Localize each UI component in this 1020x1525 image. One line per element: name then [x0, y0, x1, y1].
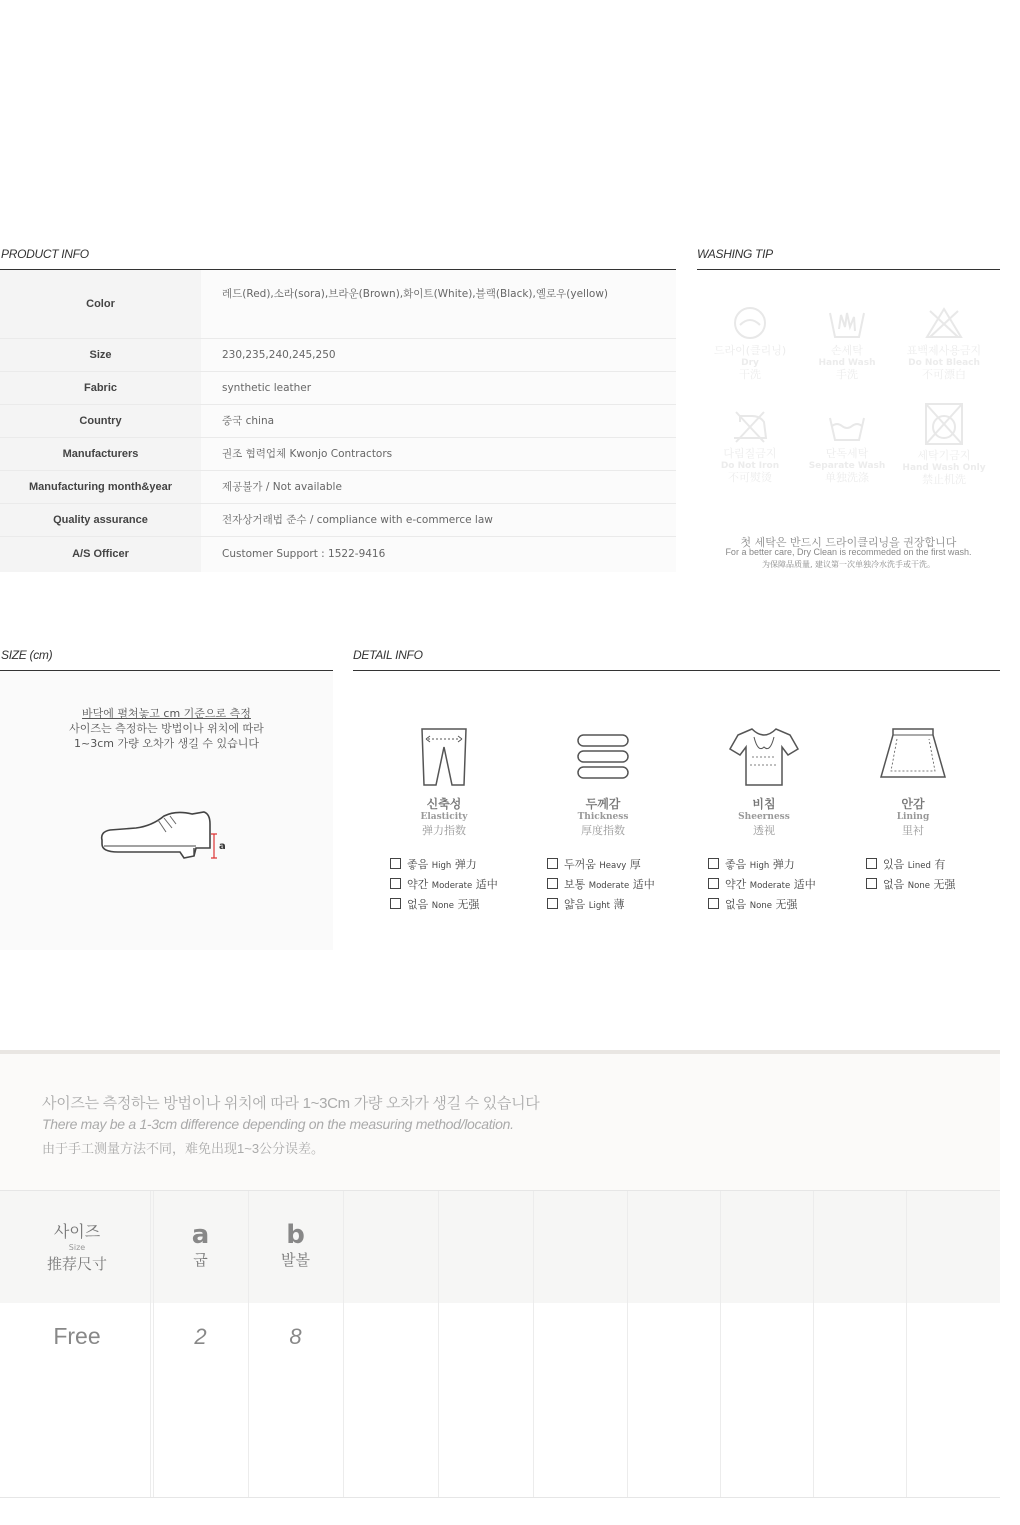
wash-cn: 单独洗涤	[825, 471, 869, 484]
dry-clean-icon	[732, 305, 768, 341]
row-value: 전자상거래법 준수 / compliance with e-commerce law	[201, 503, 676, 536]
row-label: Manufacturing month&year	[0, 470, 201, 503]
row-value: 중국 china	[201, 404, 676, 437]
detail-en: Elasticity	[420, 812, 468, 822]
size-guide-line2: 사이즈는 측정하는 방법이나 위치에 따라	[69, 722, 264, 735]
size-header-cn: 推荐尺寸	[46, 1255, 107, 1273]
table-row	[0, 338, 676, 371]
wash-item	[705, 305, 795, 381]
col-divider	[533, 1191, 534, 1497]
detail-cn: 透视	[753, 824, 775, 837]
thickness-option-heavy[interactable]: 두꺼움 Heavy 厚	[547, 856, 641, 872]
detail-cn: 里衬	[902, 824, 924, 837]
sheerness-option-moderate[interactable]: 약간 Moderate 适中	[708, 876, 816, 892]
checkbox[interactable]	[708, 858, 719, 869]
wash-item	[899, 305, 989, 381]
col-divider	[813, 1191, 814, 1497]
checkbox[interactable]	[390, 898, 401, 909]
row-label: Color	[0, 270, 201, 338]
row-value: synthetic leather	[201, 371, 676, 404]
detail-en: Sheerness	[738, 812, 790, 822]
wash-item	[705, 408, 795, 484]
wash-cn: 手洗	[836, 368, 858, 381]
table-row	[0, 371, 676, 404]
detail-cn: 厚度指数	[581, 824, 625, 837]
row-label: Fabric	[0, 371, 201, 404]
thickness-option-light[interactable]: 얇음 Light 薄	[547, 896, 624, 912]
detail-ko: 두께감	[585, 797, 621, 811]
hand-wash-icon	[827, 305, 867, 341]
size-guide	[0, 706, 333, 751]
checkbox[interactable]	[866, 858, 877, 869]
size-header-ko: 사이즈	[53, 1222, 101, 1241]
detail-en: Thickness	[577, 812, 629, 822]
table-row	[0, 536, 676, 572]
wash-en: Hand Wash	[818, 358, 876, 368]
checkbox[interactable]	[390, 878, 401, 889]
wash-cn: 干洗	[739, 368, 761, 381]
size-marker-a: a	[219, 841, 226, 852]
col-divider	[906, 1191, 907, 1497]
wash-en: Separate Wash	[808, 461, 886, 471]
detail-ko: 비침	[752, 797, 776, 811]
size-chart	[0, 1190, 1000, 1498]
size-panel	[0, 671, 333, 950]
size-row-label: Free	[53, 1323, 101, 1349]
sheerness-option-none[interactable]: 없음 None 无强	[708, 896, 797, 912]
checkbox[interactable]	[390, 858, 401, 869]
col-header-b	[248, 1221, 343, 1270]
detail-en: Lining	[896, 812, 930, 822]
table-row	[0, 404, 676, 437]
wash-cn: 不可漂白	[922, 368, 966, 381]
col-divider	[343, 1191, 344, 1497]
size-header-cell	[4, 1219, 150, 1274]
size-notice	[0, 1050, 1000, 1190]
detail-info-divider	[353, 670, 1000, 671]
col-divider	[438, 1191, 439, 1497]
wash-item	[899, 400, 989, 486]
wash-item	[802, 305, 892, 381]
row-label: Quality assurance	[0, 503, 201, 536]
table-row	[0, 470, 676, 503]
wash-en: Do Not Iron	[720, 461, 780, 471]
col-divider	[720, 1191, 721, 1497]
table-row	[0, 503, 676, 536]
checkbox[interactable]	[547, 858, 558, 869]
lining-option-none[interactable]: 없음 None 无强	[866, 876, 955, 892]
skirt-icon	[879, 727, 947, 787]
size-value-a: 2	[194, 1324, 207, 1349]
wash-note-ko: 첫 세탁은 반드시 드라이클리닝을 권장합니다	[740, 536, 957, 549]
col-header-a	[153, 1221, 248, 1270]
detail-ko: 안감	[901, 797, 925, 811]
checkbox[interactable]	[708, 898, 719, 909]
wash-ko: 다림질금지	[723, 447, 777, 460]
col-letter: a	[191, 1220, 210, 1250]
col-divider	[150, 1191, 151, 1497]
thickness-option-moderate[interactable]: 보통 Moderate 适中	[547, 876, 655, 892]
row-label: A/S Officer	[0, 536, 201, 572]
wash-ko: 단독세탁	[825, 447, 869, 460]
detail-col-lining	[838, 727, 988, 838]
row-label: Country	[0, 404, 201, 437]
layers-icon	[575, 727, 631, 787]
separate-wash-icon	[827, 408, 867, 444]
wash-ko: 손세탁	[831, 344, 863, 357]
wash-ko: 드라이(클리닝)	[713, 344, 787, 357]
size-header-en: Size	[68, 1243, 86, 1252]
row-label: Size	[0, 338, 201, 371]
detail-col-thickness	[528, 727, 678, 838]
col-letter: b	[286, 1220, 305, 1250]
size-guide-line1: 바닥에 펼쳐놓고 cm 기준으로 측정	[82, 707, 251, 720]
col-name: 굽	[193, 1251, 208, 1269]
size-value-b: 8	[289, 1324, 302, 1349]
notice-en: There may be a 1-3cm difference depending on the measuring method/location.	[42, 1116, 514, 1132]
row-value: 제공불가 / Not available	[201, 470, 676, 503]
col-name: 발볼	[281, 1251, 310, 1269]
wash-ko: 표백제사용금지	[906, 344, 982, 357]
no-iron-icon	[730, 408, 770, 444]
washing-tip-divider	[697, 269, 1000, 270]
checkbox[interactable]	[708, 878, 719, 889]
size-guide-line3: 1~3cm 가량 오차가 생길 수 있습니다	[74, 737, 259, 750]
product-info-table	[0, 270, 676, 572]
lining-option-lined[interactable]: 있음 Lined 有	[866, 856, 945, 872]
product-info-title: PRODUCT INFO	[1, 247, 89, 261]
detail-info-title: DETAIL INFO	[353, 648, 423, 662]
shoe-icon	[96, 806, 236, 866]
wash-note-cn: 为保障品质量, 建议第一次单独冷水洗手或干洗。	[761, 560, 936, 569]
sheerness-option-high[interactable]: 좋음 High 弹力	[708, 856, 795, 872]
wash-cn: 不可熨烫	[728, 471, 772, 484]
wash-en: Dry	[741, 358, 759, 368]
shirt-icon	[728, 727, 800, 787]
washing-tip-title: WASHING TIP	[697, 247, 773, 261]
elasticity-option-high[interactable]: 좋음 High 弹力	[390, 856, 477, 872]
row-value: 230,235,240,245,250	[201, 338, 676, 371]
detail-col-sheerness	[689, 727, 839, 838]
checkbox[interactable]	[866, 878, 877, 889]
notice-cn: 由于手工测量方法不同，难免出现1~3公分误差。	[42, 1141, 325, 1156]
wash-item	[802, 408, 892, 484]
checkbox[interactable]	[547, 878, 558, 889]
wash-en: Do Not Bleach	[908, 358, 980, 368]
row-value: 권조 협력업체 Kwonjo Contractors	[201, 437, 676, 470]
wash-note-en: For a better care, Dry Clean is recommeded on the first wash.	[725, 547, 972, 557]
elasticity-option-none[interactable]: 없음 None 无强	[390, 896, 479, 912]
checkbox[interactable]	[547, 898, 558, 909]
notice-ko: 사이즈는 측정하는 방법이나 위치에 따라 1~3Cm 가량 오차가 생길 수 있습니다	[42, 1095, 540, 1112]
elasticity-option-moderate[interactable]: 약간 Moderate 适中	[390, 876, 498, 892]
size-title: SIZE (cm)	[1, 648, 53, 662]
detail-cn: 弹力指数	[422, 824, 466, 837]
wash-cn: 禁止机洗	[922, 473, 966, 486]
table-row	[0, 437, 676, 470]
detail-col-elasticity	[369, 727, 519, 838]
row-value: Customer Support : 1522-9416	[201, 536, 676, 572]
row-label: Manufacturers	[0, 437, 201, 470]
detail-ko: 신축성	[426, 797, 462, 811]
wash-ko: 세탁기금지	[917, 449, 971, 462]
row-value: 레드(Red),소라(sora),브라운(Brown),화이트(White),블랙(Black),옐로우(yellow)	[201, 270, 676, 338]
wash-en: Hand Wash Only	[902, 463, 986, 473]
col-divider	[627, 1191, 628, 1497]
hand-wash-only-icon	[922, 400, 966, 446]
no-bleach-icon	[924, 305, 964, 341]
pants-icon	[418, 727, 470, 787]
table-row	[0, 270, 676, 338]
